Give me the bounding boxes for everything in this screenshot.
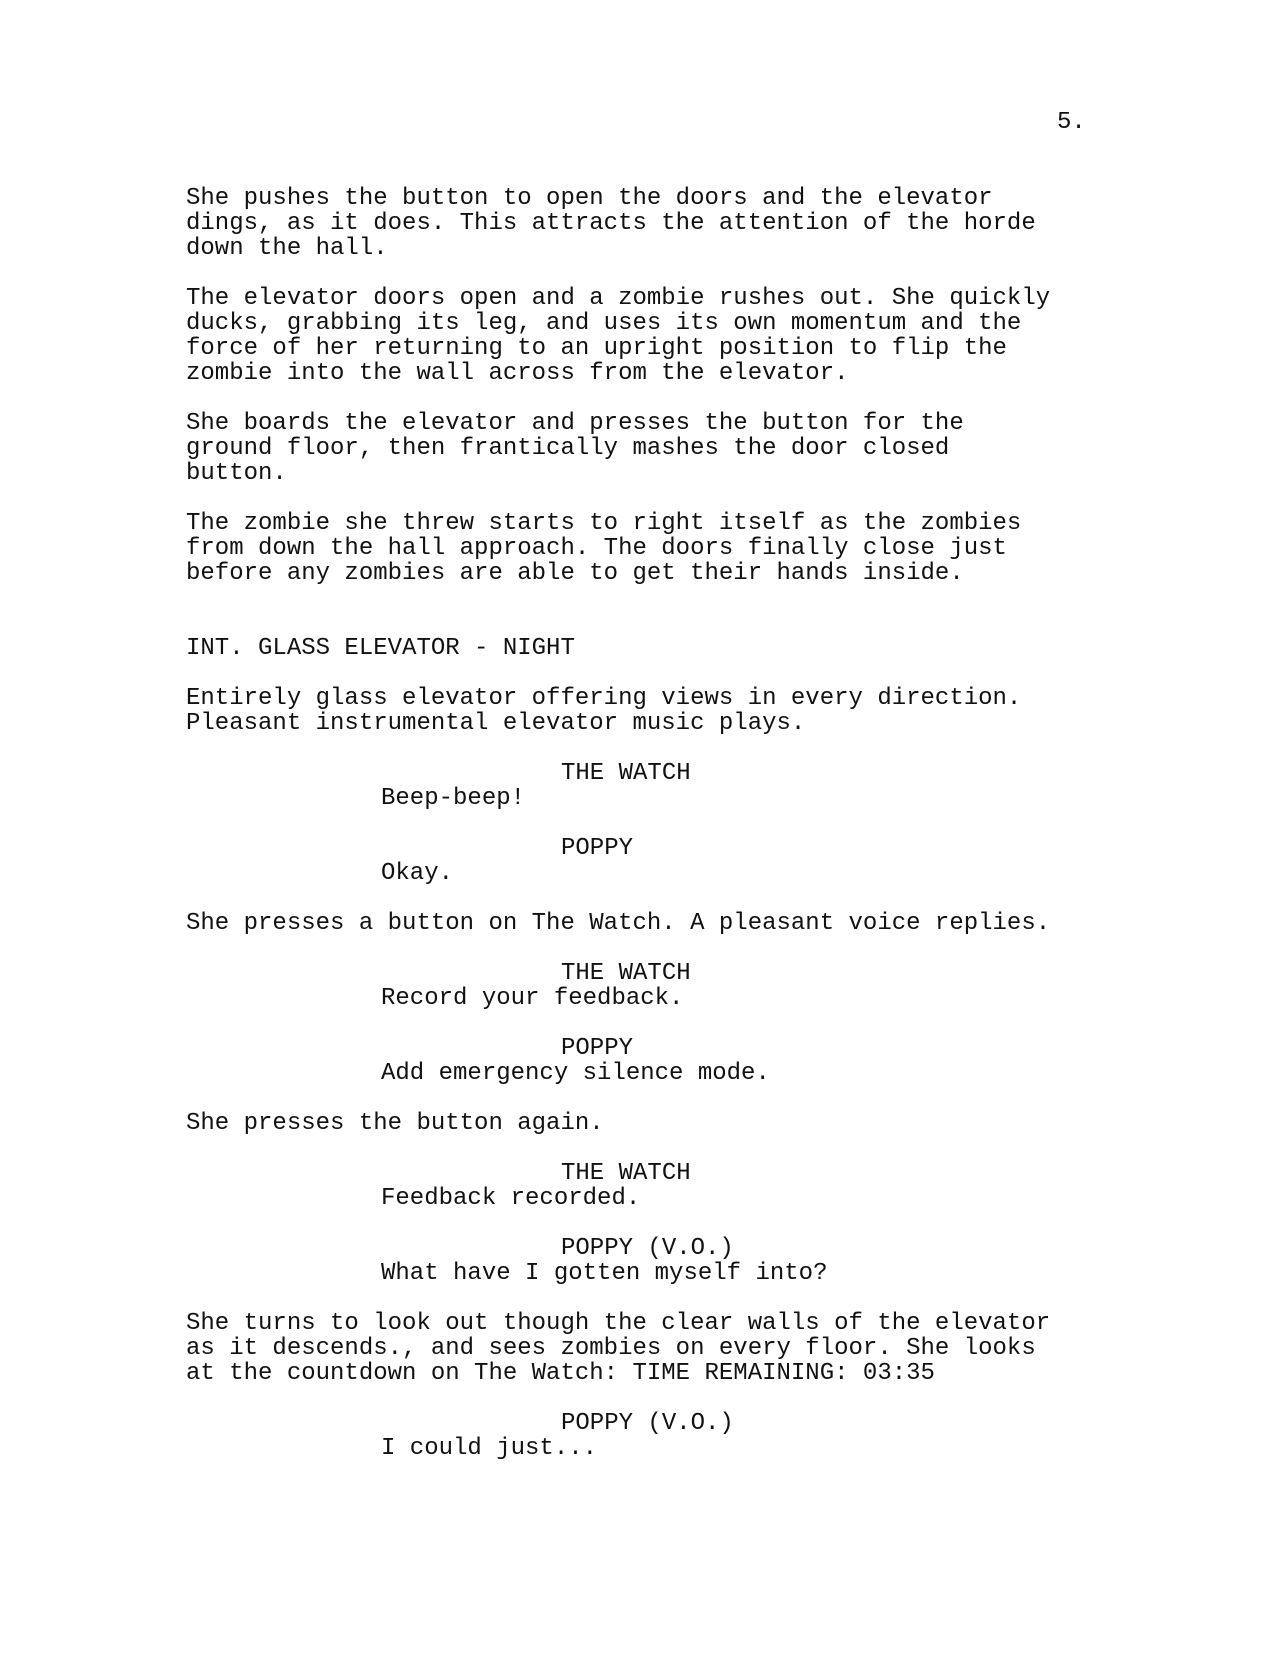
dialogue-line: Record your feedback. — [381, 985, 684, 1012]
scene-heading: INT. GLASS ELEVATOR - NIGHT — [186, 635, 575, 662]
character-name: THE WATCH — [561, 1160, 691, 1187]
character-name: POPPY — [561, 835, 634, 862]
action-paragraph: She presses the button again. — [186, 1110, 604, 1137]
dialogue-block — [186, 1236, 1086, 1286]
action-paragraph: Entirely glass elevator offering views in every direction. Pleasant instrumental elevator music plays. — [186, 685, 1022, 737]
dialogue-line: I could just... — [381, 1435, 598, 1462]
character-name: POPPY (V.O.) — [561, 1410, 734, 1437]
action-paragraph: The elevator doors open and a zombie rushes out. She quickly ducks, grabbing its leg, and uses its own momentum and the force of her returning to an upright position to flip the zombie into the wall across from the elevator. — [186, 285, 1051, 387]
dialogue-block — [186, 1161, 1086, 1211]
dialogue-block — [186, 836, 1086, 886]
character-name: POPPY — [561, 1035, 634, 1062]
action-paragraph: She boards the elevator and presses the button for the ground floor, then frantically mashes the door closed button. — [186, 410, 964, 487]
dialogue-block — [186, 1411, 1086, 1461]
screenplay-body — [186, 186, 1086, 1486]
dialogue-line: Add emergency silence mode. — [381, 1060, 770, 1087]
dialogue-line: What have I gotten myself into? — [381, 1260, 828, 1287]
dialogue-line: Okay. — [381, 860, 454, 887]
page-number: 5. — [1057, 109, 1086, 136]
character-name: THE WATCH — [561, 760, 691, 787]
action-paragraph: She turns to look out though the clear walls of the elevator as it descends., and sees zombies on every floor. She looks at the countdown on The Watch: TIME REMAINING: 03:35 — [186, 1310, 1051, 1387]
dialogue-block — [186, 961, 1086, 1011]
character-name: THE WATCH — [561, 960, 691, 987]
action-paragraph: She presses a button on The Watch. A pleasant voice replies. — [186, 910, 1051, 937]
action-paragraph: The zombie she threw starts to right itself as the zombies from down the hall approach. The doors finally close just before any zombies are able to get their hands inside. — [186, 510, 1022, 587]
dialogue-block — [186, 761, 1086, 811]
character-name: POPPY (V.O.) — [561, 1235, 734, 1262]
dialogue-block — [186, 1036, 1086, 1086]
action-paragraph: She pushes the button to open the doors and the elevator dings, as it does. This attracts the attention of the horde down the hall. — [186, 185, 1036, 262]
dialogue-line: Feedback recorded. — [381, 1185, 641, 1212]
dialogue-line: Beep-beep! — [381, 785, 526, 812]
